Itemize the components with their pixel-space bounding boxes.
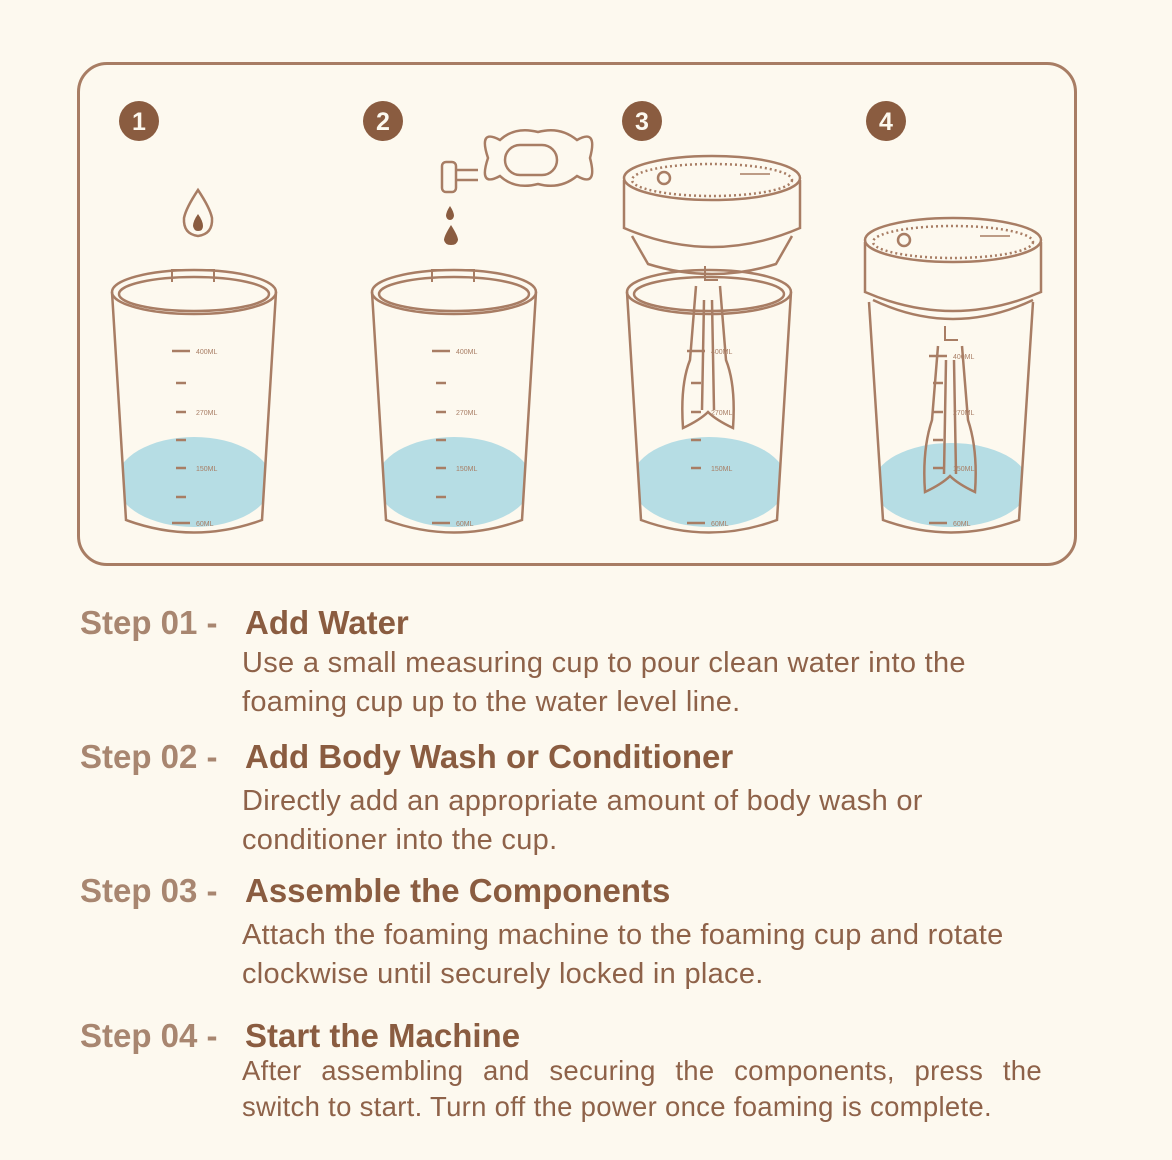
cup-1-scale-label: 400ML bbox=[196, 349, 218, 356]
step-2-title: Add Body Wash or Conditioner bbox=[245, 738, 734, 775]
step-2-description: Directly add an appropriate amount of body wash or conditioner into the cup. bbox=[242, 785, 923, 856]
step-1-label: Step 01 - bbox=[80, 604, 218, 641]
step-marker-2 bbox=[363, 101, 403, 141]
step-marker-1 bbox=[119, 101, 159, 141]
cup-3 bbox=[627, 270, 791, 533]
step-marker-3 bbox=[622, 101, 662, 141]
cup-4-scale-label: 150ML bbox=[953, 466, 975, 473]
step-marker-4 bbox=[866, 101, 906, 141]
foaming-machine-3 bbox=[624, 156, 800, 428]
cup-1-scale-label: 150ML bbox=[196, 466, 218, 473]
step-4-title: Start the Machine bbox=[245, 1017, 521, 1054]
marker-text-2: 2 bbox=[376, 108, 390, 136]
marker-text-3: 3 bbox=[635, 108, 649, 136]
cup-2 bbox=[372, 270, 536, 533]
cup-3-scale-label: 270ML bbox=[711, 410, 733, 417]
step-3-description: Attach the foaming machine to the foaming cup and rotate clockwise until securely locked in place. bbox=[242, 919, 1004, 990]
cup-1-scale-label: 270ML bbox=[196, 410, 218, 417]
step-1-description: Use a small measuring cup to pour clean water into the foaming cup up to the water level line. bbox=[242, 647, 966, 718]
cup-2-scale-label: 150ML bbox=[456, 466, 478, 473]
cup-3-scale-label: 400ML bbox=[711, 349, 733, 356]
cup-1-scale-label: 60ML bbox=[196, 521, 214, 528]
cup-3-scale-label: 60ML bbox=[711, 521, 729, 528]
step-4-label: Step 04 - bbox=[80, 1017, 218, 1054]
water-level-1 bbox=[116, 437, 272, 527]
marker-text-4: 4 bbox=[879, 108, 893, 136]
cup-4-scale-label: 60ML bbox=[953, 521, 971, 528]
pump-bottle-icon bbox=[442, 130, 592, 192]
cup-1 bbox=[112, 270, 276, 533]
step-3-label: Step 03 - bbox=[80, 872, 218, 909]
cup-2-scale-label: 270ML bbox=[456, 410, 478, 417]
water-level-4 bbox=[873, 443, 1029, 527]
water-drop-icon bbox=[184, 190, 212, 236]
cup-4-scale-label: 270ML bbox=[953, 410, 975, 417]
cup-4-scale-label: 400ML bbox=[953, 354, 975, 361]
cup-2-scale-label: 60ML bbox=[456, 521, 474, 528]
step-3-title: Assemble the Components bbox=[245, 872, 671, 909]
step-4-description: After assembling and securing the components, press the switch to start. Turn off the power once foaming is complete. bbox=[242, 1055, 1042, 1122]
step-2-label: Step 02 - bbox=[80, 738, 218, 775]
cup-3-scale-label: 150ML bbox=[711, 466, 733, 473]
water-level-3 bbox=[631, 437, 787, 527]
soap-drops-icon bbox=[444, 206, 458, 245]
cup-2-scale-label: 400ML bbox=[456, 349, 478, 356]
water-level-2 bbox=[376, 437, 532, 527]
marker-text-1: 1 bbox=[132, 108, 146, 136]
step-1-title: Add Water bbox=[245, 604, 409, 641]
cup-4 bbox=[869, 302, 1033, 533]
